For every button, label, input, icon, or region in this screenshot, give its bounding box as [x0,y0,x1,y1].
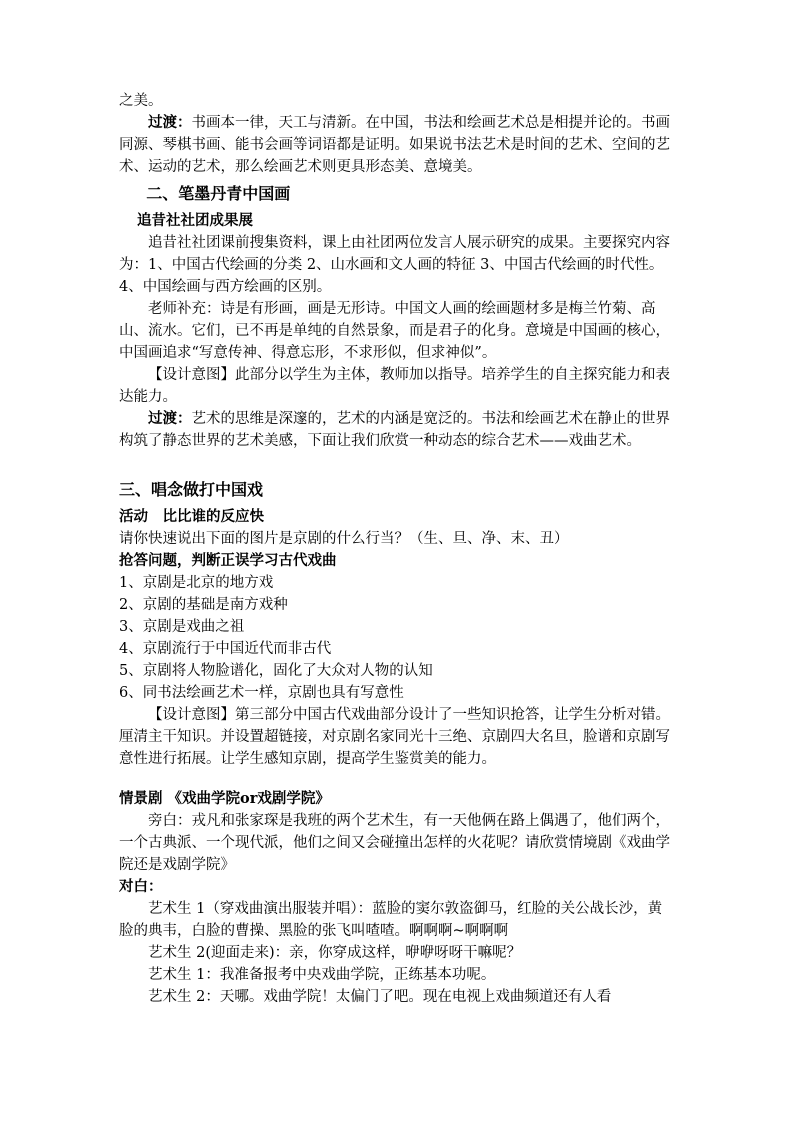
dialogue-line: 艺术生 2：天哪。戏曲学院！太偏门了吧。现在电视上戏曲频道还有人看 [148,989,612,1005]
paragraph-club-research: 追昔社社团课前搜集资料，课上由社团两位发言人展示研究的成果。主要探究内容为：1、中国古代绘画的分类 2、山水画和文人画的特征 3、中国古代绘画的时代性。4、中国绘画与西方绘画的区别。 [119,235,670,295]
quiz-item: 3、京剧是戏曲之祖 [119,619,245,635]
dialogue-line: 艺术生 1（穿戏曲演出服装并唱）：蓝脸的窦尔敦盗御马，红脸的关公战长沙，黄脸的典韦，白脸的曹操、黑脸的张飞叫喳喳。啊啊啊~啊啊啊 [119,901,663,939]
activity-title: 活动 比比谁的反应快 [119,508,264,525]
dialogue-line: 艺术生 1：我准备报考中央戏曲学院，正练基本功呢。 [148,967,496,983]
transition-text: 书画本一律，天工与清新。在中国，书法和绘画艺术总是相提并论的。书画同源、琴棋书画、能书会画等词语都是证明。如果说书法艺术是时间的艺术、空间的艺术、运动的艺术，那么绘画艺术则更具形态美、意境美。 [119,115,670,175]
paragraph-transition-1 [119,112,675,178]
transition-text: 艺术的思维是深邃的，艺术的内涵是宽泛的。书法和绘画艺术在静止的世界构筑了静态世界的艺术美感，下面让我们欣赏一种动态的综合艺术——戏曲艺术。 [119,411,670,449]
dialogue-line: 艺术生 2(迎面走来)：亲，你穿成这样，咿咿呀呀干嘛呢？ [148,945,522,961]
paragraph-narration: 旁白：戎凡和张家琛是我班的两个艺术生，有一天他俩在路上偶遇了，他们两个，一个古典派、一个现代派，他们之间又会碰撞出怎样的火花呢？请欣赏情境剧《戏曲学院还是戏剧学院》 [119,813,670,873]
quiz-item: 4、京剧流行于中国近代而非古代 [119,641,332,657]
quiz-item: 5、京剧将人物脸谱化，固化了大众对人物的认知 [119,663,433,679]
paragraph-continuation: 之美。 [119,93,163,109]
dialogue-title: 对白： [119,878,163,895]
quiz-item: 2、京剧的基础是南方戏种 [119,597,288,613]
section-heading-opera: 三、唱念做打中国戏 [119,480,264,499]
paragraph-teacher-supplement: 老师补充：诗是有形画，画是无形诗。中国文人画的绘画题材多是梅兰竹菊、高山、流水。它们，已不再是单纯的自然景象，而是君子的化身。意境是中国画的核心，中国画追求“写意传神、得意忘形，不求形似，但求神似”。 [119,301,670,361]
paragraph-transition-2 [119,408,675,452]
transition-lead: 过渡： [148,410,192,427]
paragraph-design-intent-1: 【设计意图】此部分以学生为主体，教师加以指导。培养学生的自主探究能力和表达能力。 [119,367,670,405]
quiz-list [119,572,675,704]
paragraph-design-intent-2: 【设计意图】第三部分中国古代戏曲部分设计了一些知识抢答，让学生分析对错。厘清主干知识。并设置超链接，对京剧名家同光十三绝、京剧四大名旦，脸谱和京剧写意性进行拓展。让学生感知京剧，提高学生鉴赏美的能力。 [119,707,670,767]
drama-title: 情景剧 《戏曲学院or戏剧学院》 [119,790,330,807]
activity-question: 请你快速说出下面的图片是京剧的什么行当？（生、旦、净、末、丑） [119,531,569,547]
section-heading-painting: 二、笔墨丹青中国画 [146,184,291,203]
document-page [119,90,675,1008]
quiz-item: 6、同书法绘画艺术一样，京剧也具有写意性 [119,685,404,701]
transition-lead: 过渡： [148,114,192,131]
quiz-title: 抢答问题，判断正误学习古代戏曲 [119,552,337,569]
quiz-item: 1、京剧是北京的地方戏 [119,575,274,591]
subheading-club-showcase: 追昔社社团成果展 [137,212,253,229]
